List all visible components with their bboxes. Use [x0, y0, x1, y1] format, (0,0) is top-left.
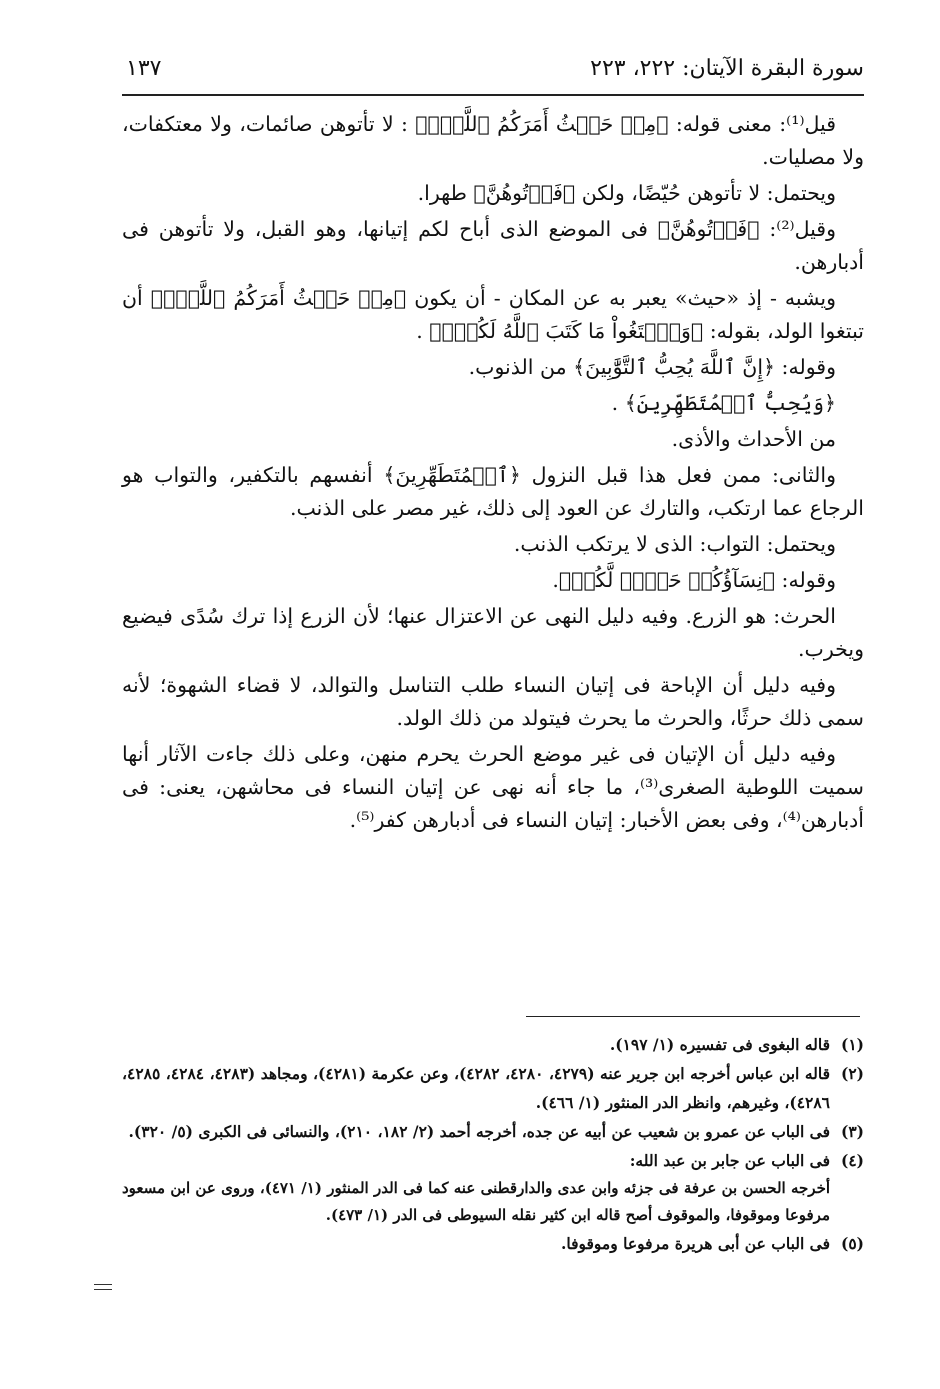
paragraph: الحرث: هو الزرع. وفيه دليل النهى عن الاعتزال عنها؛ لأن الزرع إذا ترك سُدًى فيضيع ويخرب. — [122, 604, 864, 661]
margin-mark — [94, 1284, 112, 1290]
footnote-number: (٥) — [840, 1234, 864, 1253]
running-title: سورة البقرة الآيتان: ٢٢٢، ٢٢٣ — [590, 56, 864, 81]
footnote-4-continuation: أخرجه الحسن بن عرفة فى جزئه وابن عدى والدارقطنى عنه كما فى الدر المنثور (١/ ٤٧١)، وروى عن ابن مسعود مرفوعا وموقوفا، والموقوف أصح قاله ابن كثير نقله السيوطى فى الدر (١/ ٤٧٣). — [122, 1179, 831, 1224]
paragraph: من الأحداث والأذى. — [671, 427, 836, 451]
footnote-text: قاله ابن عباس أخرجه ابن جرير عنه (٤٢٧٩، ٤٢٨٠، ٤٢٨٢)، وعن عكرمة (٤٢٨١)، ومجاهد (٤٢٨٣، ٤٢٨٤، ٤٢٨٥، ٤٢٨٦)، وغيرهم، وانظر الدر المنثور (١/ ٤٦٦). — [122, 1064, 830, 1112]
footnote-text: فى الباب عن جابر بن عبد الله: — [629, 1151, 830, 1170]
paragraph: وقوله: ﴿إِنَّ ٱللَّهَ يُحِبُّ ٱلتَّوَّٰبِينَ﴾ من الذنوب. — [468, 355, 836, 379]
paragraph: وقوله: ﴿نِسَآؤُكُمۡ حَرۡثٞ لَّكُمۡ﴾. — [552, 568, 836, 592]
paragraph: والثانى: ممن فعل هذا قبل النزول ﴿ٱلۡمُتَطَهِّرِينَ﴾ أنفسهم بالتكفير، والتواب هو الرجاع عما ارتكب، والتارك عن العود إلى ذلك، غير مصر على الذنب. — [122, 463, 864, 520]
paragraph: ويحتمل: التواب: الذى لا يرتكب الذنب. — [513, 532, 836, 556]
footnote-rule — [526, 1016, 860, 1017]
main-text — [122, 108, 864, 840]
paragraph: قيل⁽¹⁾: معنى قوله: ﴿مِنۡ حَيۡثُ أَمَرَكُمُ ٱللَّهُۚ﴾ : لا تأتوهن صائمات، ولا معتكفات، ولا مصليات. — [122, 112, 864, 169]
footnote-4 — [122, 1146, 864, 1175]
page-number: ١٣٧ — [126, 56, 162, 81]
paragraph: وقيل⁽²⁾: ﴿فَأۡتُوهُنَّ﴾ فى الموضع الذى أباح لكم إتيانها، وهو القبل، ولا تأتوهن فى أدبارهن. — [122, 217, 864, 274]
footnote-number: (٢) — [840, 1064, 864, 1083]
footnote-2 — [122, 1059, 864, 1117]
header-rule — [122, 94, 864, 96]
footnote-text: قاله البغوى فى تفسيره (١/ ١٩٧). — [609, 1035, 830, 1054]
footnote-5 — [122, 1229, 864, 1258]
paragraph: وفيه دليل أن الإباحة فى إتيان النساء طلب التناسل والتوالد، لا قضاء الشهوة؛ لأنه سمى ذلك حرثًا، والحرث ما يحرث فيتولد من ذلك الولد. — [122, 673, 864, 730]
paragraph: ﴿وَيُحِبُّ ٱلۡمُتَطَهِّرِينَ﴾ . — [611, 391, 836, 415]
paragraph: وفيه دليل أن الإتيان فى غير موضع الحرث يحرم منهن، وعلى ذلك جاءت الآثار أنها سميت اللوطية الصغرى⁽³⁾، ما جاء أنه نهى عن إتيان النساء فى محاشهن، يعنى: فى أدبارهن⁽⁴⁾، وفى بعض الأخبار: إتيان النساء فى أدبارهن كفر⁽⁵⁾. — [122, 742, 864, 832]
footnote-number: (٤) — [840, 1151, 864, 1170]
footnote-text: فى الباب عن أبى هريرة مرفوعا وموقوفا. — [560, 1234, 830, 1253]
footnote-3 — [122, 1117, 864, 1146]
footnote-text: فى الباب عن عمرو بن شعيب عن أبيه عن جده، أخرجه أحمد (٢/ ١٨٢، ٢١٠)، والنسائى فى الكبرى (٥/ ٣٢٠). — [128, 1122, 830, 1141]
footnote-1 — [122, 1030, 864, 1059]
footnote-number: (٣) — [840, 1122, 864, 1141]
paragraph: ويشبه - إذ «حيث» يعبر به عن المكان - أن يكون ﴿مِنۡ حَيۡثُ أَمَرَكُمُ ٱللَّهُۚ﴾ أن تبتغوا الولد، بقوله: ﴿وَٱبۡتَغُواْ مَا كَتَبَ ٱللَّهُ لَكُمۡۚ﴾ . — [122, 286, 864, 343]
paragraph: ويحتمل: لا تأتوهن حُيّضًا، ولكن ﴿فَأۡتُوهُنَّ﴾ طهرا. — [417, 181, 836, 205]
page-header — [122, 52, 864, 90]
footnotes — [122, 1030, 864, 1258]
footnote-number: (١) — [840, 1035, 864, 1054]
